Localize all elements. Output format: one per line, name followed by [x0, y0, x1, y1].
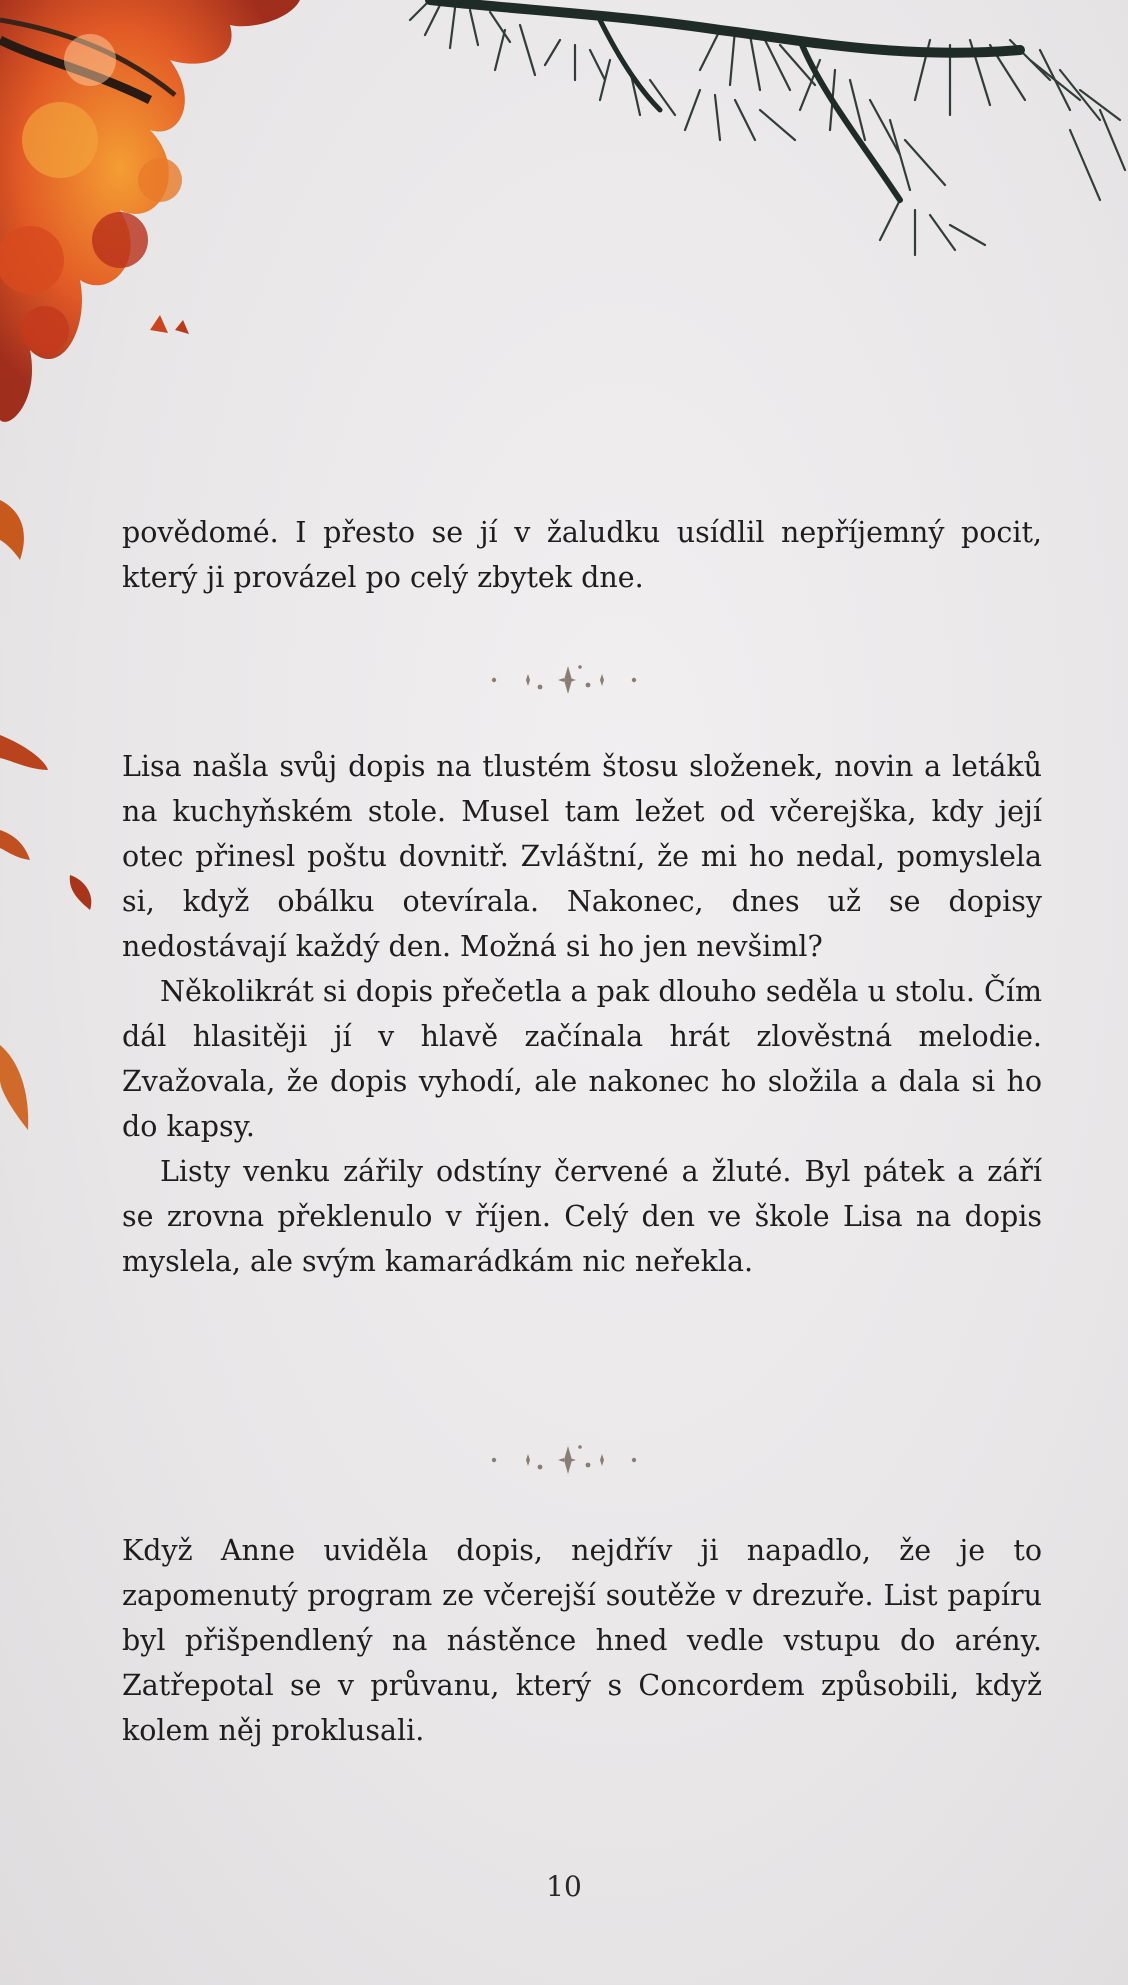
- sparkle-divider-icon: [484, 1435, 644, 1485]
- falling-leaves-icon: [0, 500, 91, 1130]
- sparkle-divider-icon: [484, 655, 644, 705]
- paragraph: Když Anne uviděla dopis, nejdřív ji napadlo, že je to zapomenutý program ze včerejší soutěže v drezuře. List papíru byl přišpendlený na nástěnce hned vedle vstupu do arény. Zatřepotal se v průvanu, který s Concordem způsobili, když kolem něj proklusali.: [122, 1534, 1042, 1747]
- section-divider: [0, 650, 1128, 710]
- paragraph: povědomé. I přesto se jí v žaludku usídlil nepříjemný pocit, který ji provázel po celý zbytek dne.: [122, 516, 1042, 594]
- text-block-continuation: [122, 510, 1042, 600]
- section-divider: [0, 1430, 1128, 1490]
- paragraph: Lisa našla svůj dopis na tlustém štosu složenek, novin a letáků na kuchyňském stole. Musel tam ležet od včerejška, kdy její otec přinesl poštu dovnitř. Zvláštní, že mi ho nedal, pomyslela si, když obálku otevírala. Nakonec, dnes už se dopisy nedostávají každý den. Možná si ho jen nevšiml?: [122, 750, 1042, 963]
- page-number: 10: [546, 1870, 582, 1903]
- text-block-section-3: [122, 1528, 1042, 1753]
- autumn-tree-icon: [0, 0, 300, 422]
- paragraph: Několikrát si dopis přečetla a pak dlouho seděla u stolu. Čím dál hlasitěji jí v hlavě začínala hrát zlověstná melodie. Zvažovala, že dopis vyhodí, ale nakonec ho složila a dala si ho do kapsy.: [122, 975, 1042, 1143]
- paragraph: Listy venku zářily odstíny červené a žluté. Byl pátek a září se zrovna překlenulo v říjen. Celý den ve škole Lisa na dopis myslela, ale svým kamarádkám nic neřekla.: [122, 1155, 1042, 1278]
- text-block-section-2: [122, 744, 1042, 1284]
- pine-branch-icon: [410, 0, 1125, 255]
